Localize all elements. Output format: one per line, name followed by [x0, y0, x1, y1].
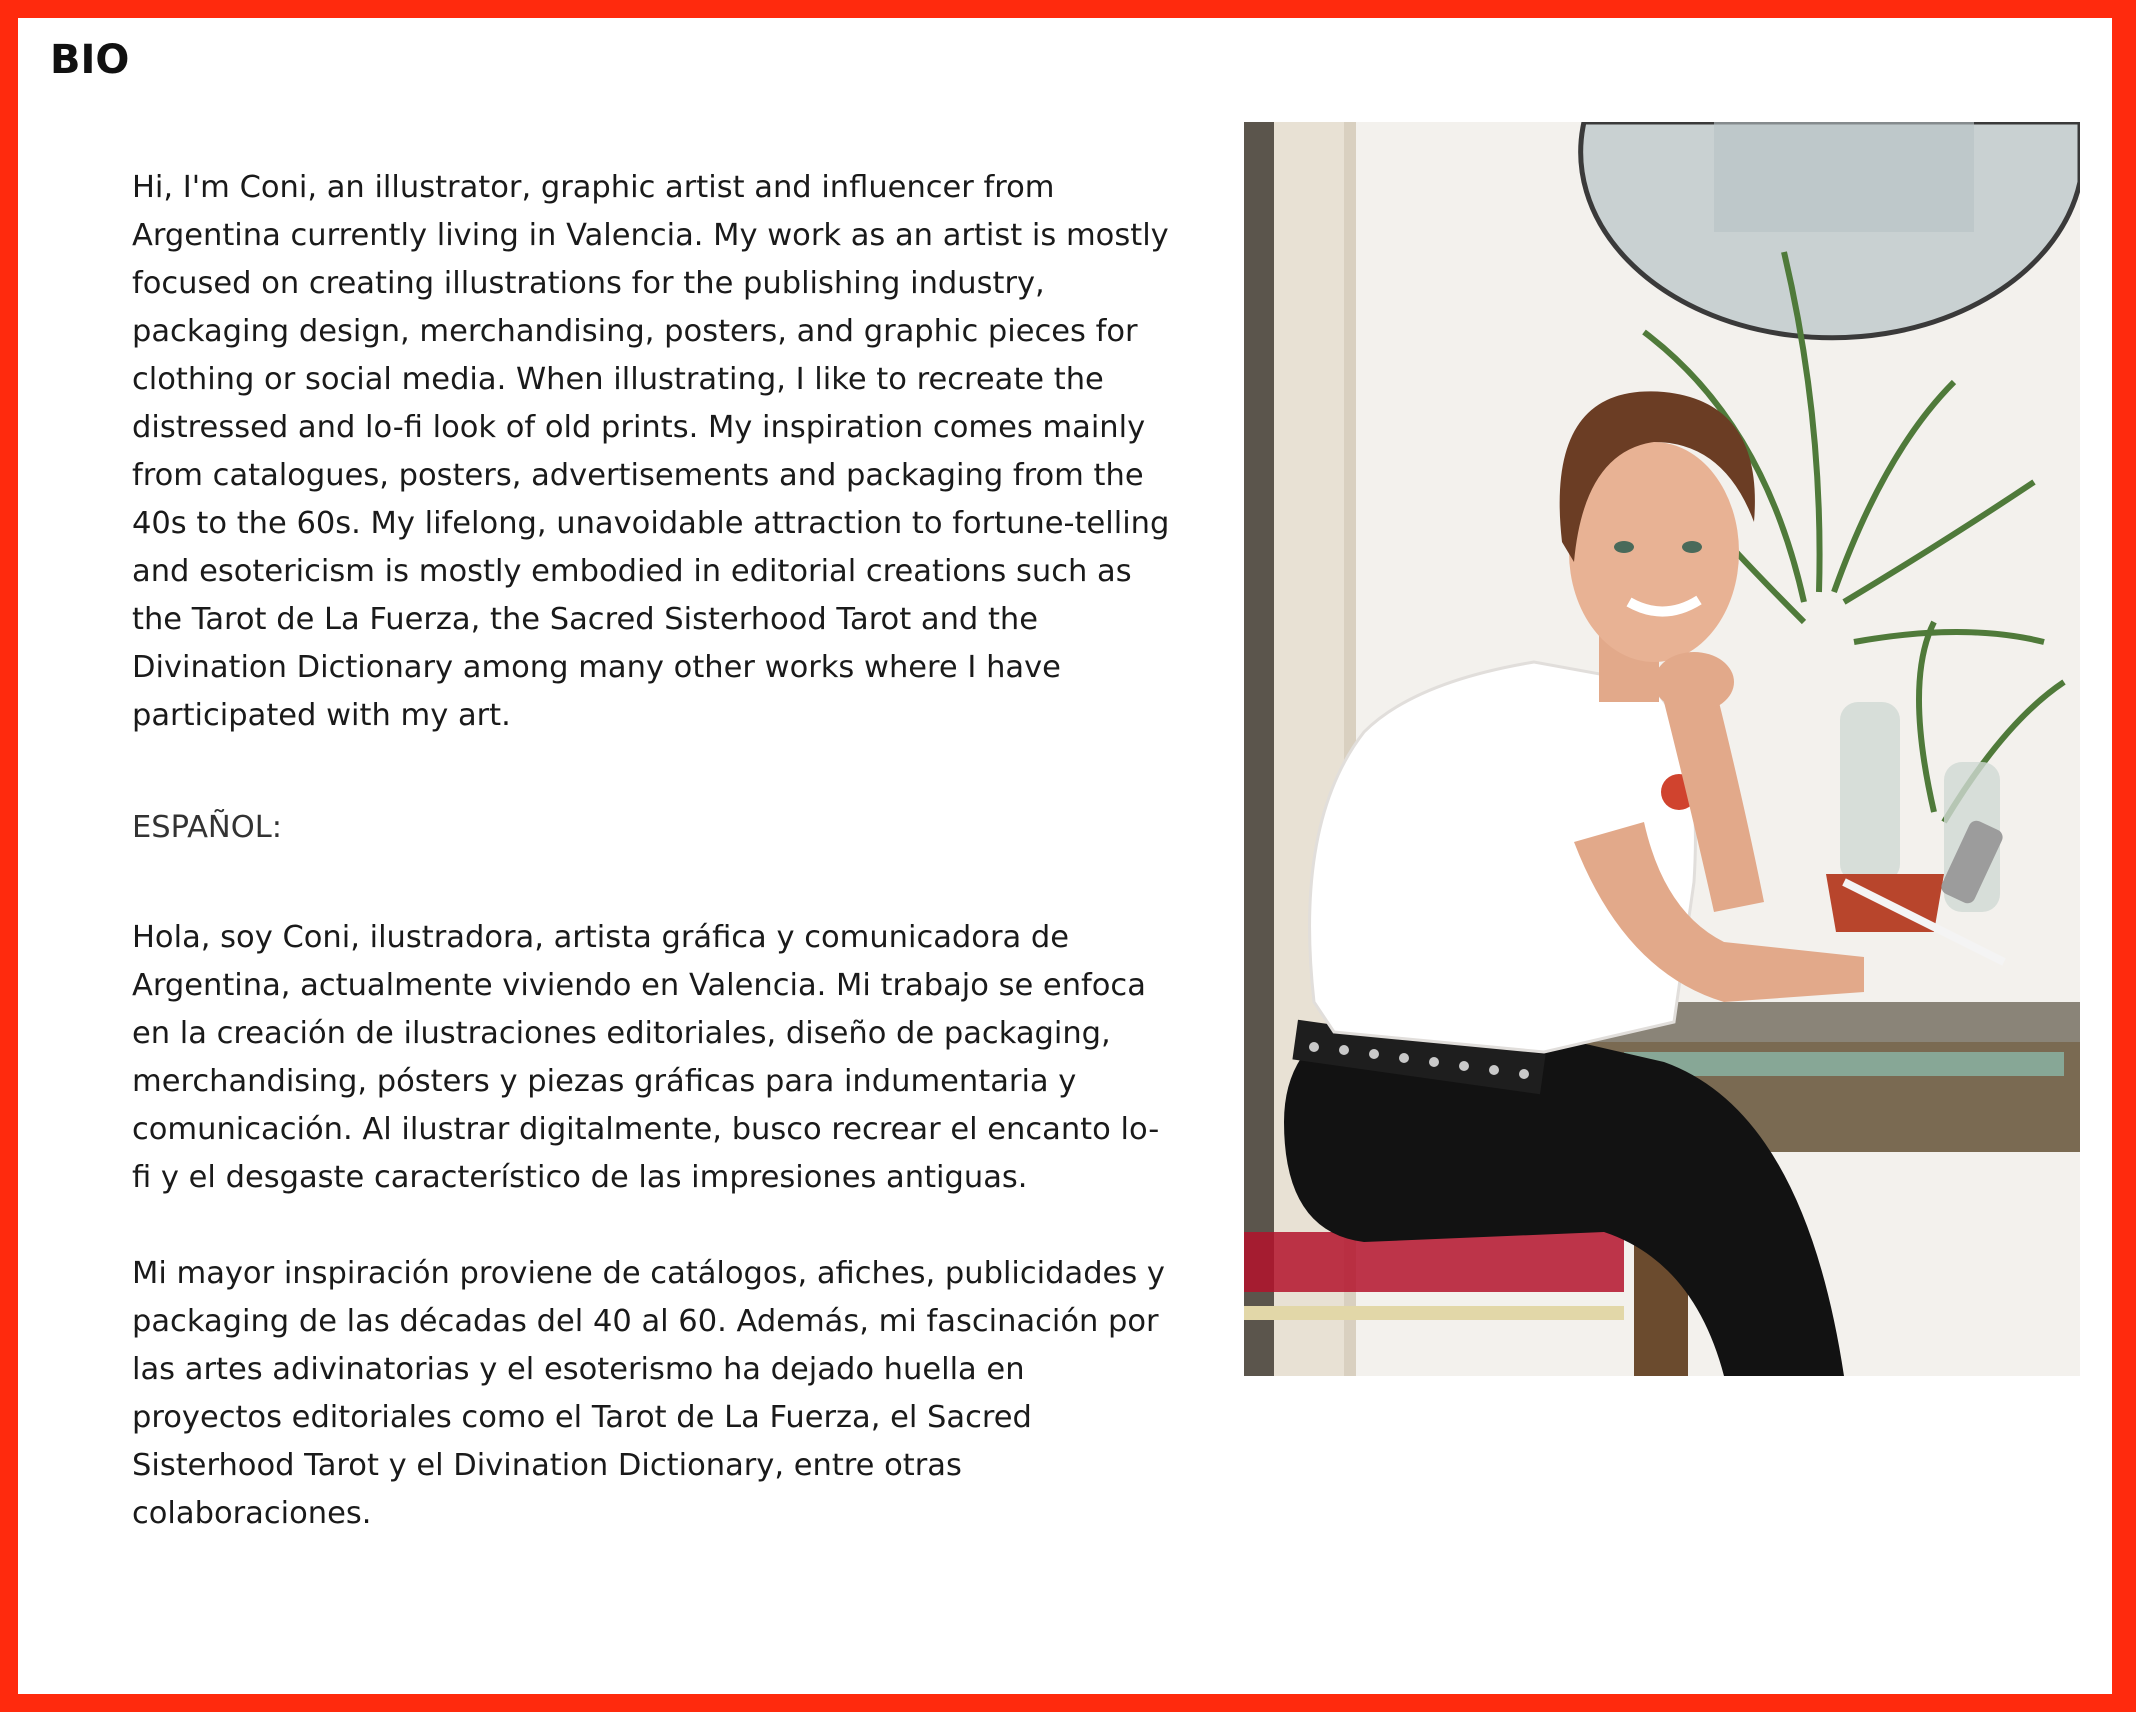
hand-on-chin — [1654, 652, 1734, 712]
bio-text-column — [132, 164, 1172, 1538]
portrait-illustration — [1244, 122, 2080, 1376]
bio-paragraph-spanish-1: Hola, soy Coni, ilustradora, artista gráfica y comunicadora de Argentina, actualmente viviendo en Valencia. Mi trabajo se enfoca en la creación de ilustraciones editoriales, diseño de packaging, merchandising, pósters y piezas gráficas para indumentaria y comunicación. Al ilustrar digitalmente, busco recrear el encanto lo-fi y el desgaste característico de las impresiones antiguas. — [132, 920, 1160, 1195]
bio-page — [18, 18, 2112, 1694]
chair-cushion — [1244, 1232, 1624, 1292]
bio-paragraph-english: Hi, I'm Coni, an illustrator, graphic artist and influencer from Argentina currently living in Valencia. My work as an artist is mostly focused on creating illustrations for the publishing industry, packaging design, merchandising, posters, and graphic pieces for clothing or social media. When illustrating, I like to recreate the distressed and lo-fi look of old prints. My inspiration comes mainly from catalogues, posters, advertisements and packaging from the 40s to the 60s. My lifelong, unavoidable attraction to fortune-telling and esotericism is mostly embodied in editorial creations such as the Tarot de La Fuerza, the Sacred Sisterhood Tarot and the Divination Dictionary among many other works where I have participated with my art. — [132, 170, 1170, 733]
bio-paragraph-spanish-2: Mi mayor inspiración proviene de catálogos, afiches, publicidades y packaging de las décadas del 40 al 60. Además, mi fascinación por las artes adivinatorias y el esoterismo ha dejado huella en proyectos editoriales como el Tarot de La Fuerza, el Sacred Sisterhood Tarot y el Divination Dictionary, entre otras colaboraciones. — [132, 1256, 1165, 1531]
portrait-photo — [1244, 122, 2080, 1376]
doorway-shadow — [1244, 122, 1274, 1376]
page-title: BIO — [50, 37, 130, 83]
spanish-heading: ESPAÑOL: — [132, 810, 283, 845]
glass-bottle — [1840, 702, 1900, 882]
